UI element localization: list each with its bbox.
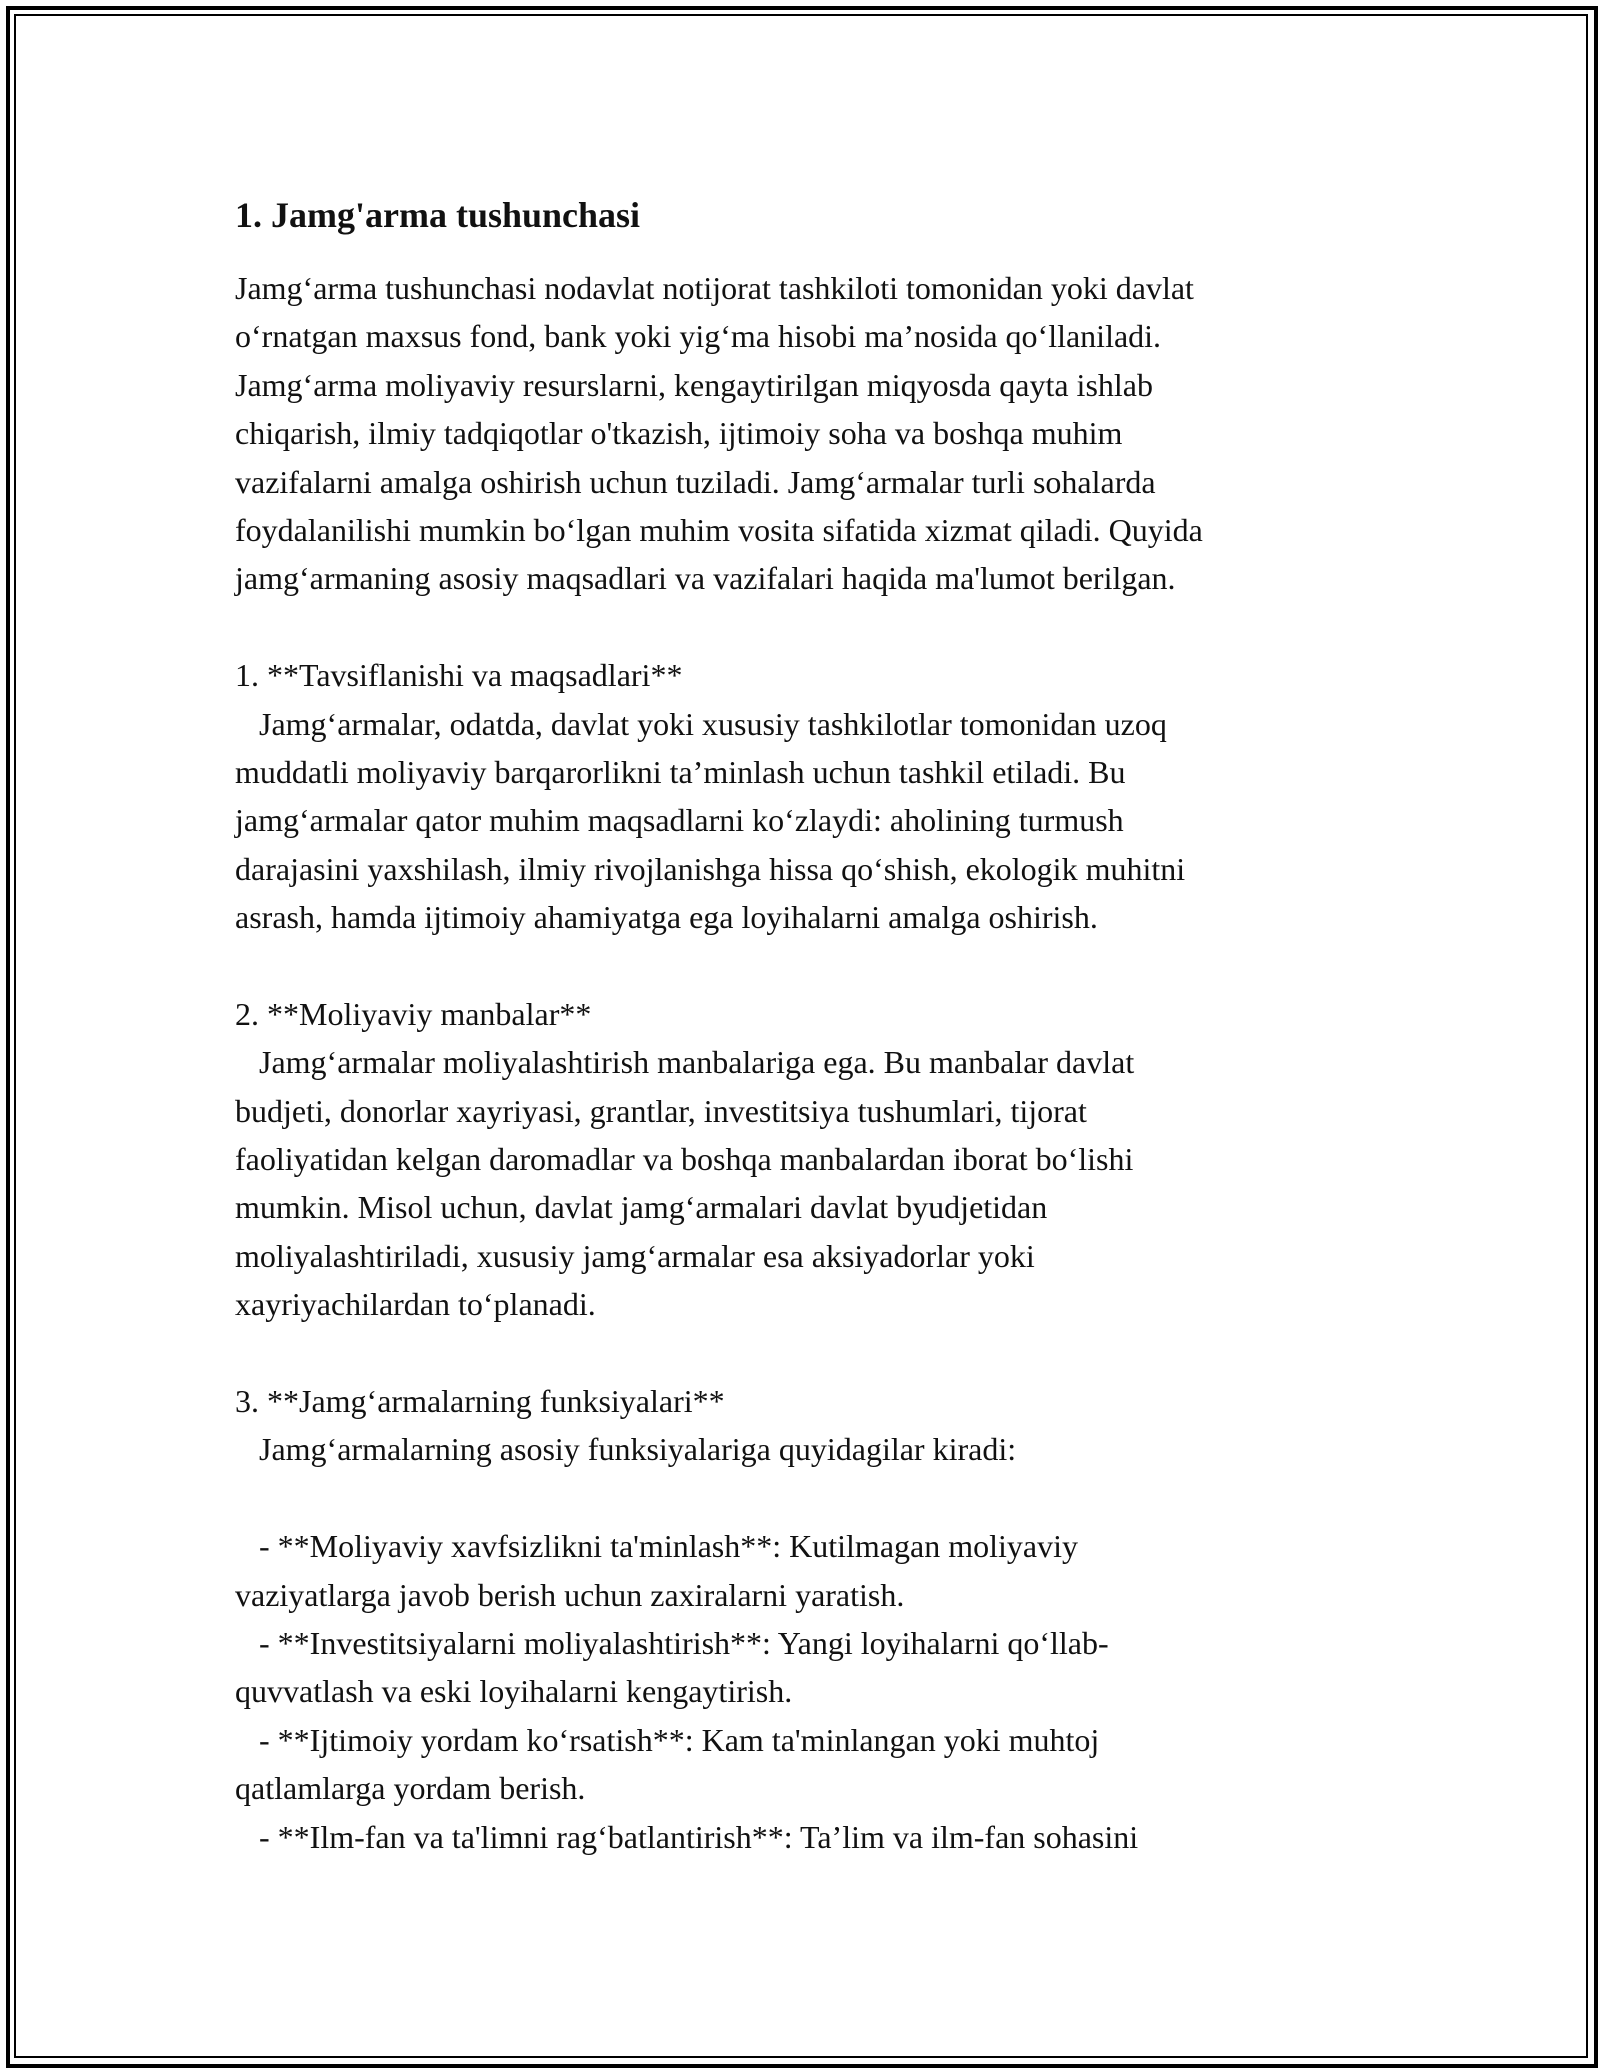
- text-line: foydalanilishi mumkin bo‘lgan muhim vosita sifatida xizmat qiladi. Quyida: [235, 511, 1203, 548]
- paragraph-gap: [235, 1474, 1375, 1522]
- text-line: asrash, hamda ijtimoiy ahamiyatga ega loyihalarni amalga oshirish.: [235, 899, 1098, 936]
- document-heading: 1. Jamg'arma tushunchasi: [235, 195, 641, 235]
- section-title: 1. **Tavsiflanishi va maqsadlari**: [235, 657, 683, 694]
- text-line: jamg‘armalar qator muhim maqsadlarni ko‘zlaydi: aholining turmush: [235, 802, 1124, 839]
- paragraph-gap: [235, 603, 1375, 651]
- text-line: xayriyachilardan to‘planadi.: [235, 1286, 596, 1323]
- text-line: budjeti, donorlar xayriyasi, grantlar, investitsiya tushumlari, tijorat: [235, 1092, 1087, 1129]
- text-line: vazifalarni amalga oshirish uchun tuziladi. Jamg‘armalar turli sohalarda: [235, 463, 1156, 500]
- section-title: 3. **Jamg‘armalarning funksiyalari**: [235, 1382, 725, 1419]
- text-line: darajasini yaxshilash, ilmiy rivojlanishga hissa qo‘shish, ekologik muhitni: [235, 850, 1186, 887]
- text-line: muddatli moliyaviy barqarorlikni ta’minlash uchun tashkil etiladi. Bu: [235, 753, 1126, 790]
- paragraph-gap: [235, 941, 1375, 989]
- text-line: Jamg‘arma moliyaviy resurslarni, kengaytirilgan miqyosda qayta ishlab: [235, 366, 1153, 403]
- section-1: [235, 651, 1375, 941]
- text-line: vaziyatlarga javob berish uchun zaxiralarni yaratish.: [235, 1576, 905, 1613]
- list-item: - **Ijtimoiy yordam ko‘rsatish**: Kam ta'minlangan yoki muhtoj: [235, 1721, 1100, 1758]
- section-3: [235, 1377, 1375, 1861]
- intro-paragraph: [235, 264, 1375, 603]
- text-line: faoliyatidan kelgan daromadlar va boshqa manbalardan iborat bo‘lishi: [235, 1141, 1134, 1178]
- text-line: qatlamlarga yordam berish.: [235, 1770, 586, 1807]
- text-line: o‘rnatgan maxsus fond, bank yoki yig‘ma hisobi ma’nosida qo‘llaniladi.: [235, 318, 1162, 355]
- text-line: Jamg‘armalar, odatda, davlat yoki xususiy tashkilotlar tomonidan uzoq: [235, 705, 1167, 742]
- document-page: [235, 188, 1375, 1861]
- section-2: [235, 990, 1375, 1329]
- text-line: moliyalashtiriladi, xususiy jamg‘armalar esa aksiyadorlar yoki: [235, 1237, 1035, 1274]
- section-title: 2. **Moliyaviy manbalar**: [235, 995, 592, 1032]
- paragraph-gap: [235, 1329, 1375, 1377]
- text-line: quvvatlash va eski loyihalarni kengaytirish.: [235, 1673, 793, 1710]
- list-item: - **Ilm-fan va ta'limni rag‘batlantirish**: Ta’lim va ilm-fan sohasini: [235, 1818, 1139, 1855]
- text-line: mumkin. Misol uchun, davlat jamg‘armalari davlat byudjetidan: [235, 1189, 1048, 1226]
- text-line: jamg‘armaning asosiy maqsadlari va vazifalari haqida ma'lumot berilgan.: [235, 560, 1176, 597]
- list-item: - **Moliyaviy xavfsizlikni ta'minlash**: Kutilmagan moliyaviy: [235, 1528, 1078, 1565]
- list-item: - **Investitsiyalarni moliyalashtirish**: Yangi loyihalarni qo‘llab-: [235, 1624, 1109, 1661]
- text-line: Jamg‘arma tushunchasi nodavlat notijorat tashkiloti tomonidan yoki davlat: [235, 270, 1194, 306]
- text-line: Jamg‘armalar moliyalashtirish manbalariga ega. Bu manbalar davlat: [235, 1044, 1135, 1081]
- text-line: chiqarish, ilmiy tadqiqotlar o'tkazish, ijtimoiy soha va boshqa muhim: [235, 415, 1123, 452]
- text-line: Jamg‘armalarning asosiy funksiyalariga quyidagilar kiradi:: [235, 1431, 1017, 1468]
